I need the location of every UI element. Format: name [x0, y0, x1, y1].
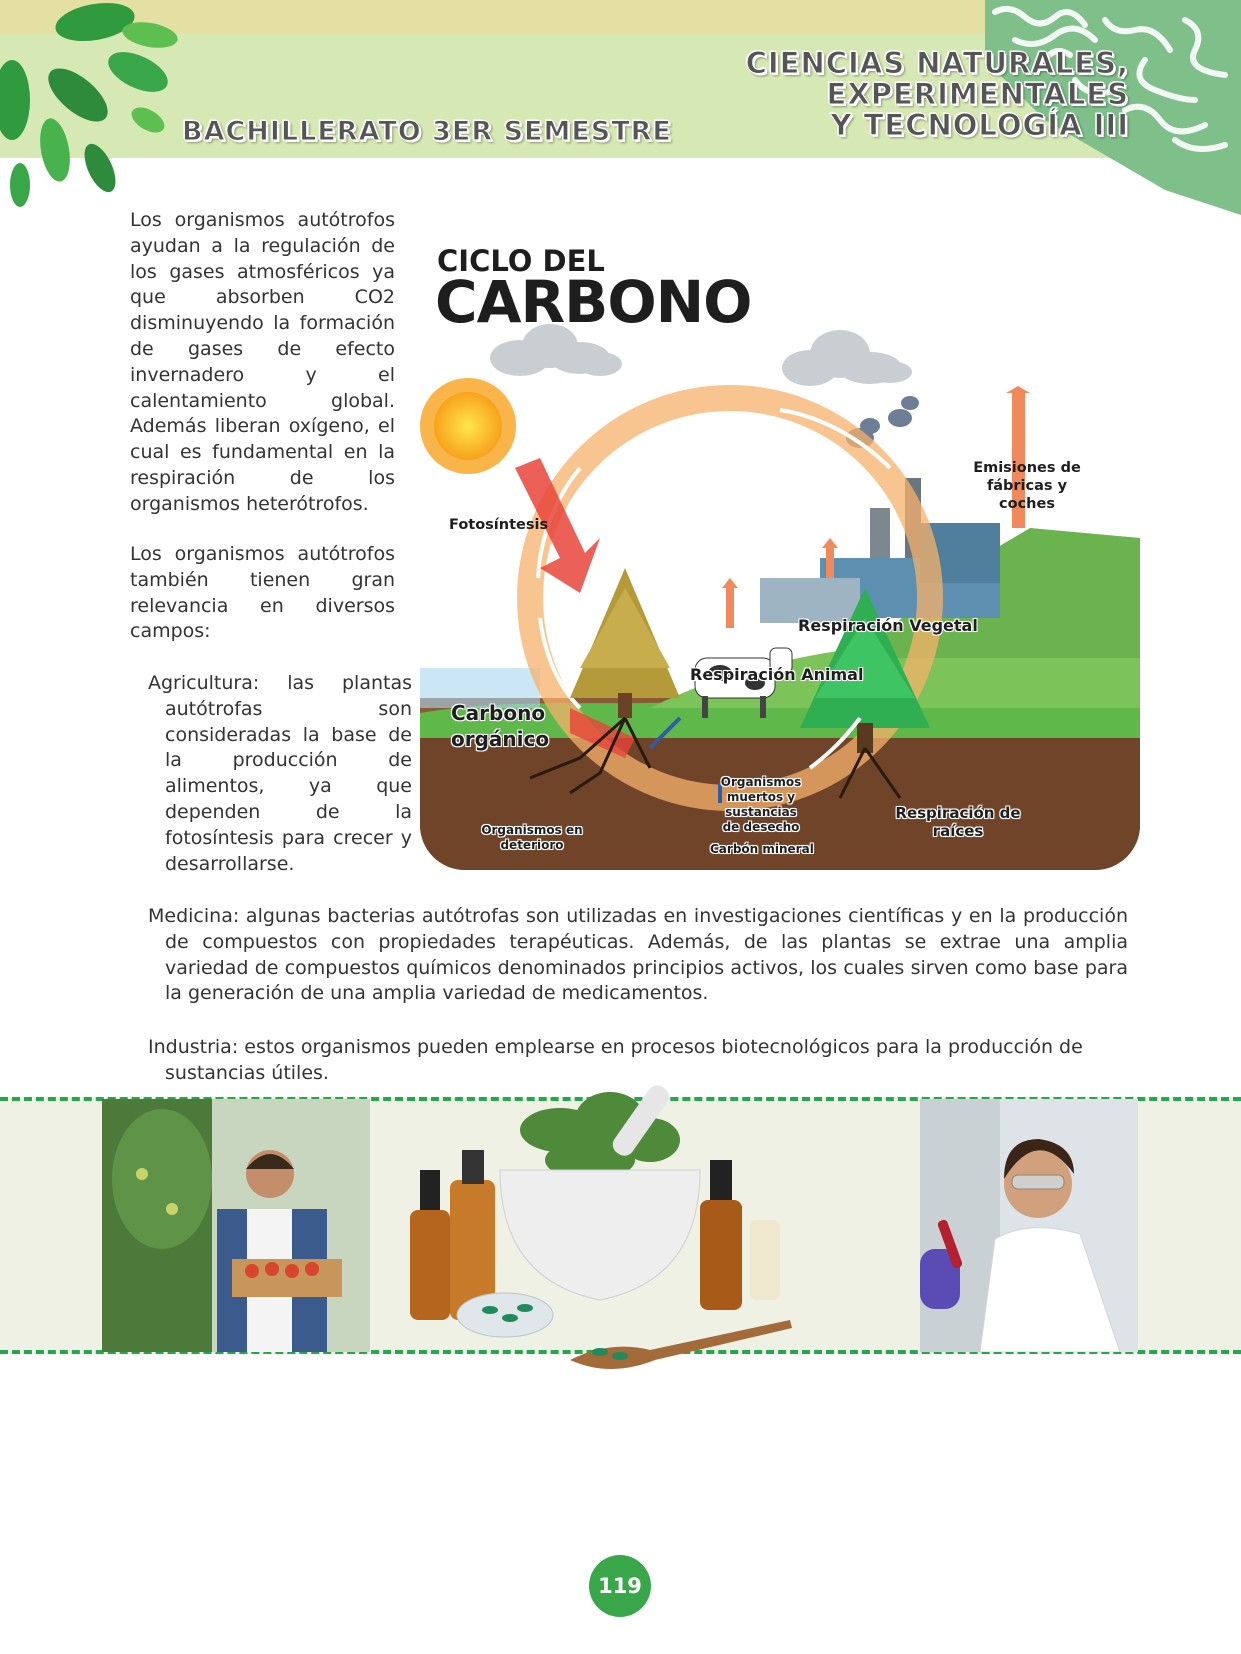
subject-title-line-1: CIENCIAS NATURALES, — [745, 46, 1129, 80]
industria-paragraph: Industria: estos organismos pueden emplearse en procesos biotecnológicos para la producción de sustancias útiles. — [148, 1036, 1083, 1084]
farmer-photo — [102, 1099, 370, 1352]
organismos-muertos-line-1: Organismos — [720, 775, 802, 789]
respiracion-animal-label: Respiración Animal — [690, 665, 864, 684]
cloud-right — [782, 330, 912, 386]
fotosintesis-label: Fotosíntesis — [449, 517, 549, 533]
organismos-muertos-line-2: muertos y sustancias — [725, 790, 797, 819]
herbs-and-pills-photo — [400, 1060, 820, 1395]
emisiones-line-2: fábricas y — [986, 478, 1068, 494]
page-number: 119 — [589, 1555, 651, 1617]
subject-title — [746, 48, 1129, 141]
carbon-mineral-label: Carbón mineral — [710, 842, 814, 856]
intro-paragraph-2: Los organismos autótrofos también tienen gran relevancia en diversos campos: — [130, 543, 395, 643]
organismos-deterioro-line-2: deterioro — [500, 838, 564, 852]
organismos-muertos-line-3: de desecho — [722, 820, 800, 834]
diagram-title-big: CARBONO — [435, 268, 752, 336]
diagram-title-small: CICLO DEL — [437, 244, 605, 278]
factory — [760, 478, 1000, 623]
cycle-label: CICLOS DEL CO2 — [627, 411, 769, 461]
intro-paragraph-1: Los organismos autótrofos ayudan a la regulación de los gases atmosféricos ya que absorben CO2 disminuyendo la formación de gases de efecto invernadero y el calentamiento global. Además liberan oxígeno, el cual es fundamental en la respiración de los organismos heterótrofos. — [130, 209, 395, 515]
respiracion-vegetal-label: Respiración Vegetal — [798, 616, 978, 635]
scientist-photo — [920, 1099, 1138, 1352]
carbono-organico-line-1: Carbono — [451, 701, 546, 725]
agricultura-paragraph: Agricultura: las plantas autótrofas son consideradas la base de la producción de alimentos, ya que dependen de la fotosíntesis para crecer y desarrollarse. — [148, 672, 412, 875]
emisiones-line-1: Emisiones de — [973, 460, 1081, 476]
carbono-organico-line-2: orgánico — [451, 727, 550, 751]
tree-left — [570, 568, 680, 718]
subject-title-line-2: EXPERIMENTALES — [826, 77, 1129, 111]
respiracion-raices-label — [893, 804, 1023, 840]
carbono-organico-label — [451, 700, 549, 752]
sun — [420, 378, 516, 474]
leaves-decoration — [0, 0, 220, 215]
emisiones-label — [966, 459, 1088, 513]
emisiones-line-3: coches — [999, 496, 1055, 512]
medicina-paragraph: Medicina: algunas bacterias autótrofas son utilizadas en investigaciones científicas y en la producción de compuestos con propiedades terapéuticas. Además, de las plantas se extrae una amplia variedad de compuestos químicos denominados principios activos, los cuales sirven como base para la generación de una amplia variedad de medicamentos. — [148, 905, 1128, 1005]
organismos-deterioro-label — [478, 823, 586, 853]
subject-title-line-3: Y TECNOLOGÍA III — [830, 108, 1129, 142]
course-title: BACHILLERATO 3ER SEMESTRE — [182, 116, 672, 147]
organismos-muertos-label — [690, 775, 832, 835]
respiracion-raices-line-1: Respiración de — [895, 804, 1021, 822]
organismos-deterioro-line-1: Organismos en — [481, 823, 583, 837]
respiracion-raices-line-2: raíces — [932, 822, 984, 840]
